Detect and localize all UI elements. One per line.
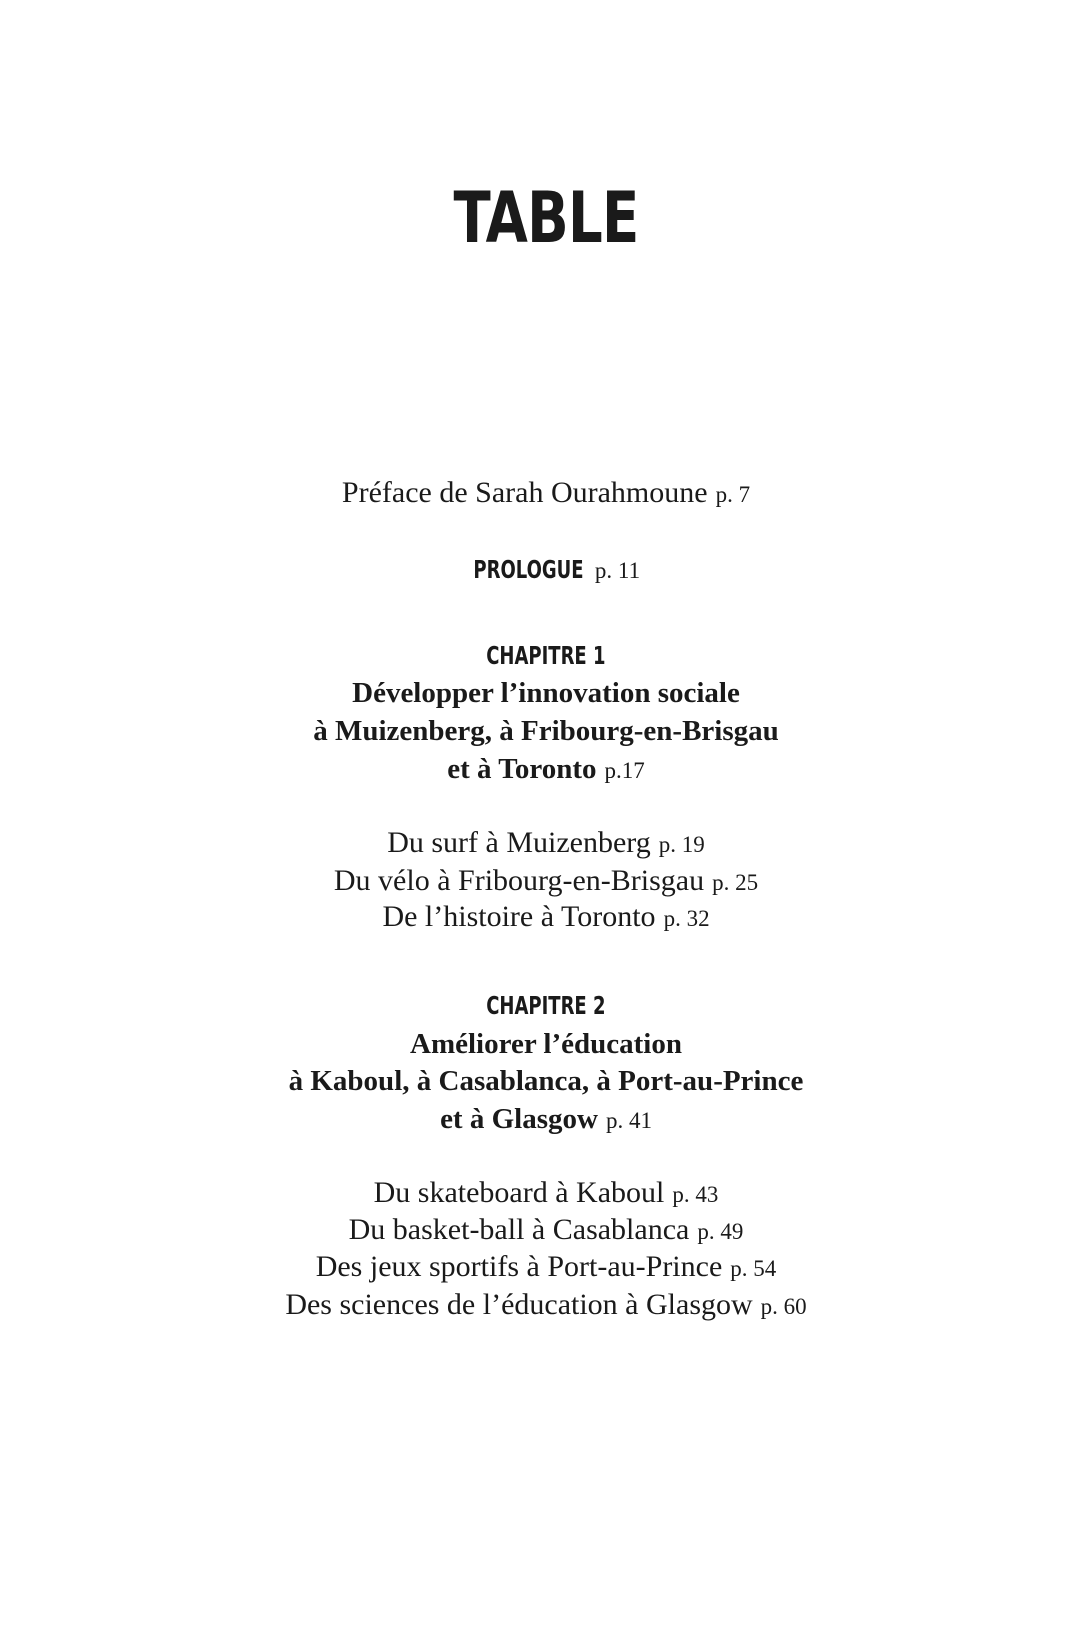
toc-page-number: p.17 <box>604 758 645 783</box>
toc-entry-section[interactable] <box>0 862 1092 902</box>
toc-entry-preface[interactable] <box>0 474 1092 514</box>
toc-entry-text: Du surf à Muizenberg <box>387 826 651 859</box>
toc-page-number: p. 41 <box>605 1108 652 1133</box>
toc-entry-section[interactable] <box>0 1174 1092 1214</box>
toc-page-number: p. 19 <box>658 832 705 857</box>
chapter-title-line: et à Glasgow <box>440 1103 598 1135</box>
chapter-title-line: à Muizenberg, à Fribourg-en-Brisgau <box>313 715 779 747</box>
toc-entry-chapter-2[interactable] <box>0 1100 1092 1140</box>
toc-entry-section[interactable] <box>0 898 1092 938</box>
toc-page-number: p. 25 <box>712 870 759 895</box>
toc-page-number: p. 43 <box>672 1182 719 1207</box>
chapter-title-line: Améliorer l’éducation <box>410 1028 682 1060</box>
toc-entry-text: Préface de Sarah Ourahmoune <box>341 476 708 509</box>
toc-page-number: p. 49 <box>697 1219 744 1244</box>
toc-entry-text: Du basket-ball à Casablanca <box>348 1213 690 1246</box>
toc-entry-section[interactable] <box>0 1211 1092 1251</box>
toc-entry-text: Des sciences de l’éducation à Glasgow <box>285 1288 753 1321</box>
chapter-label: CHAPITRE 1 <box>486 641 606 670</box>
toc-entry-text: Des jeux sportifs à Port-au-Prince <box>315 1250 723 1283</box>
chapter-title-line: et à Toronto <box>447 753 597 785</box>
toc-page-number: p. 7 <box>715 482 751 507</box>
toc-entry-text: Du skateboard à Kaboul <box>373 1176 665 1209</box>
chapter-title-line: Développer l’innovation sociale <box>352 677 740 709</box>
toc-entry-prologue[interactable] <box>0 552 1092 590</box>
toc-entry-text: Du vélo à Fribourg-en-Brisgau <box>333 864 705 897</box>
page-title: TABLE <box>453 177 639 259</box>
toc-entry-section[interactable] <box>0 1286 1092 1326</box>
prologue-label: PROLOGUE <box>473 555 584 584</box>
chapter-title-line: à Kaboul, à Casablanca, à Port-au-Prince <box>288 1065 804 1097</box>
toc-entry-section[interactable] <box>0 824 1092 864</box>
toc-entry-section[interactable] <box>0 1248 1092 1288</box>
toc-page-number: p. 11 <box>594 558 641 583</box>
toc-entry-text: De l’histoire à Toronto <box>382 900 656 933</box>
toc-page-number: p. 60 <box>760 1294 807 1319</box>
toc-page-number: p. 54 <box>730 1256 777 1281</box>
chapter-label: CHAPITRE 2 <box>486 991 606 1020</box>
toc-entry-chapter-1[interactable] <box>0 750 1092 790</box>
toc-page-number: p. 32 <box>663 906 710 931</box>
